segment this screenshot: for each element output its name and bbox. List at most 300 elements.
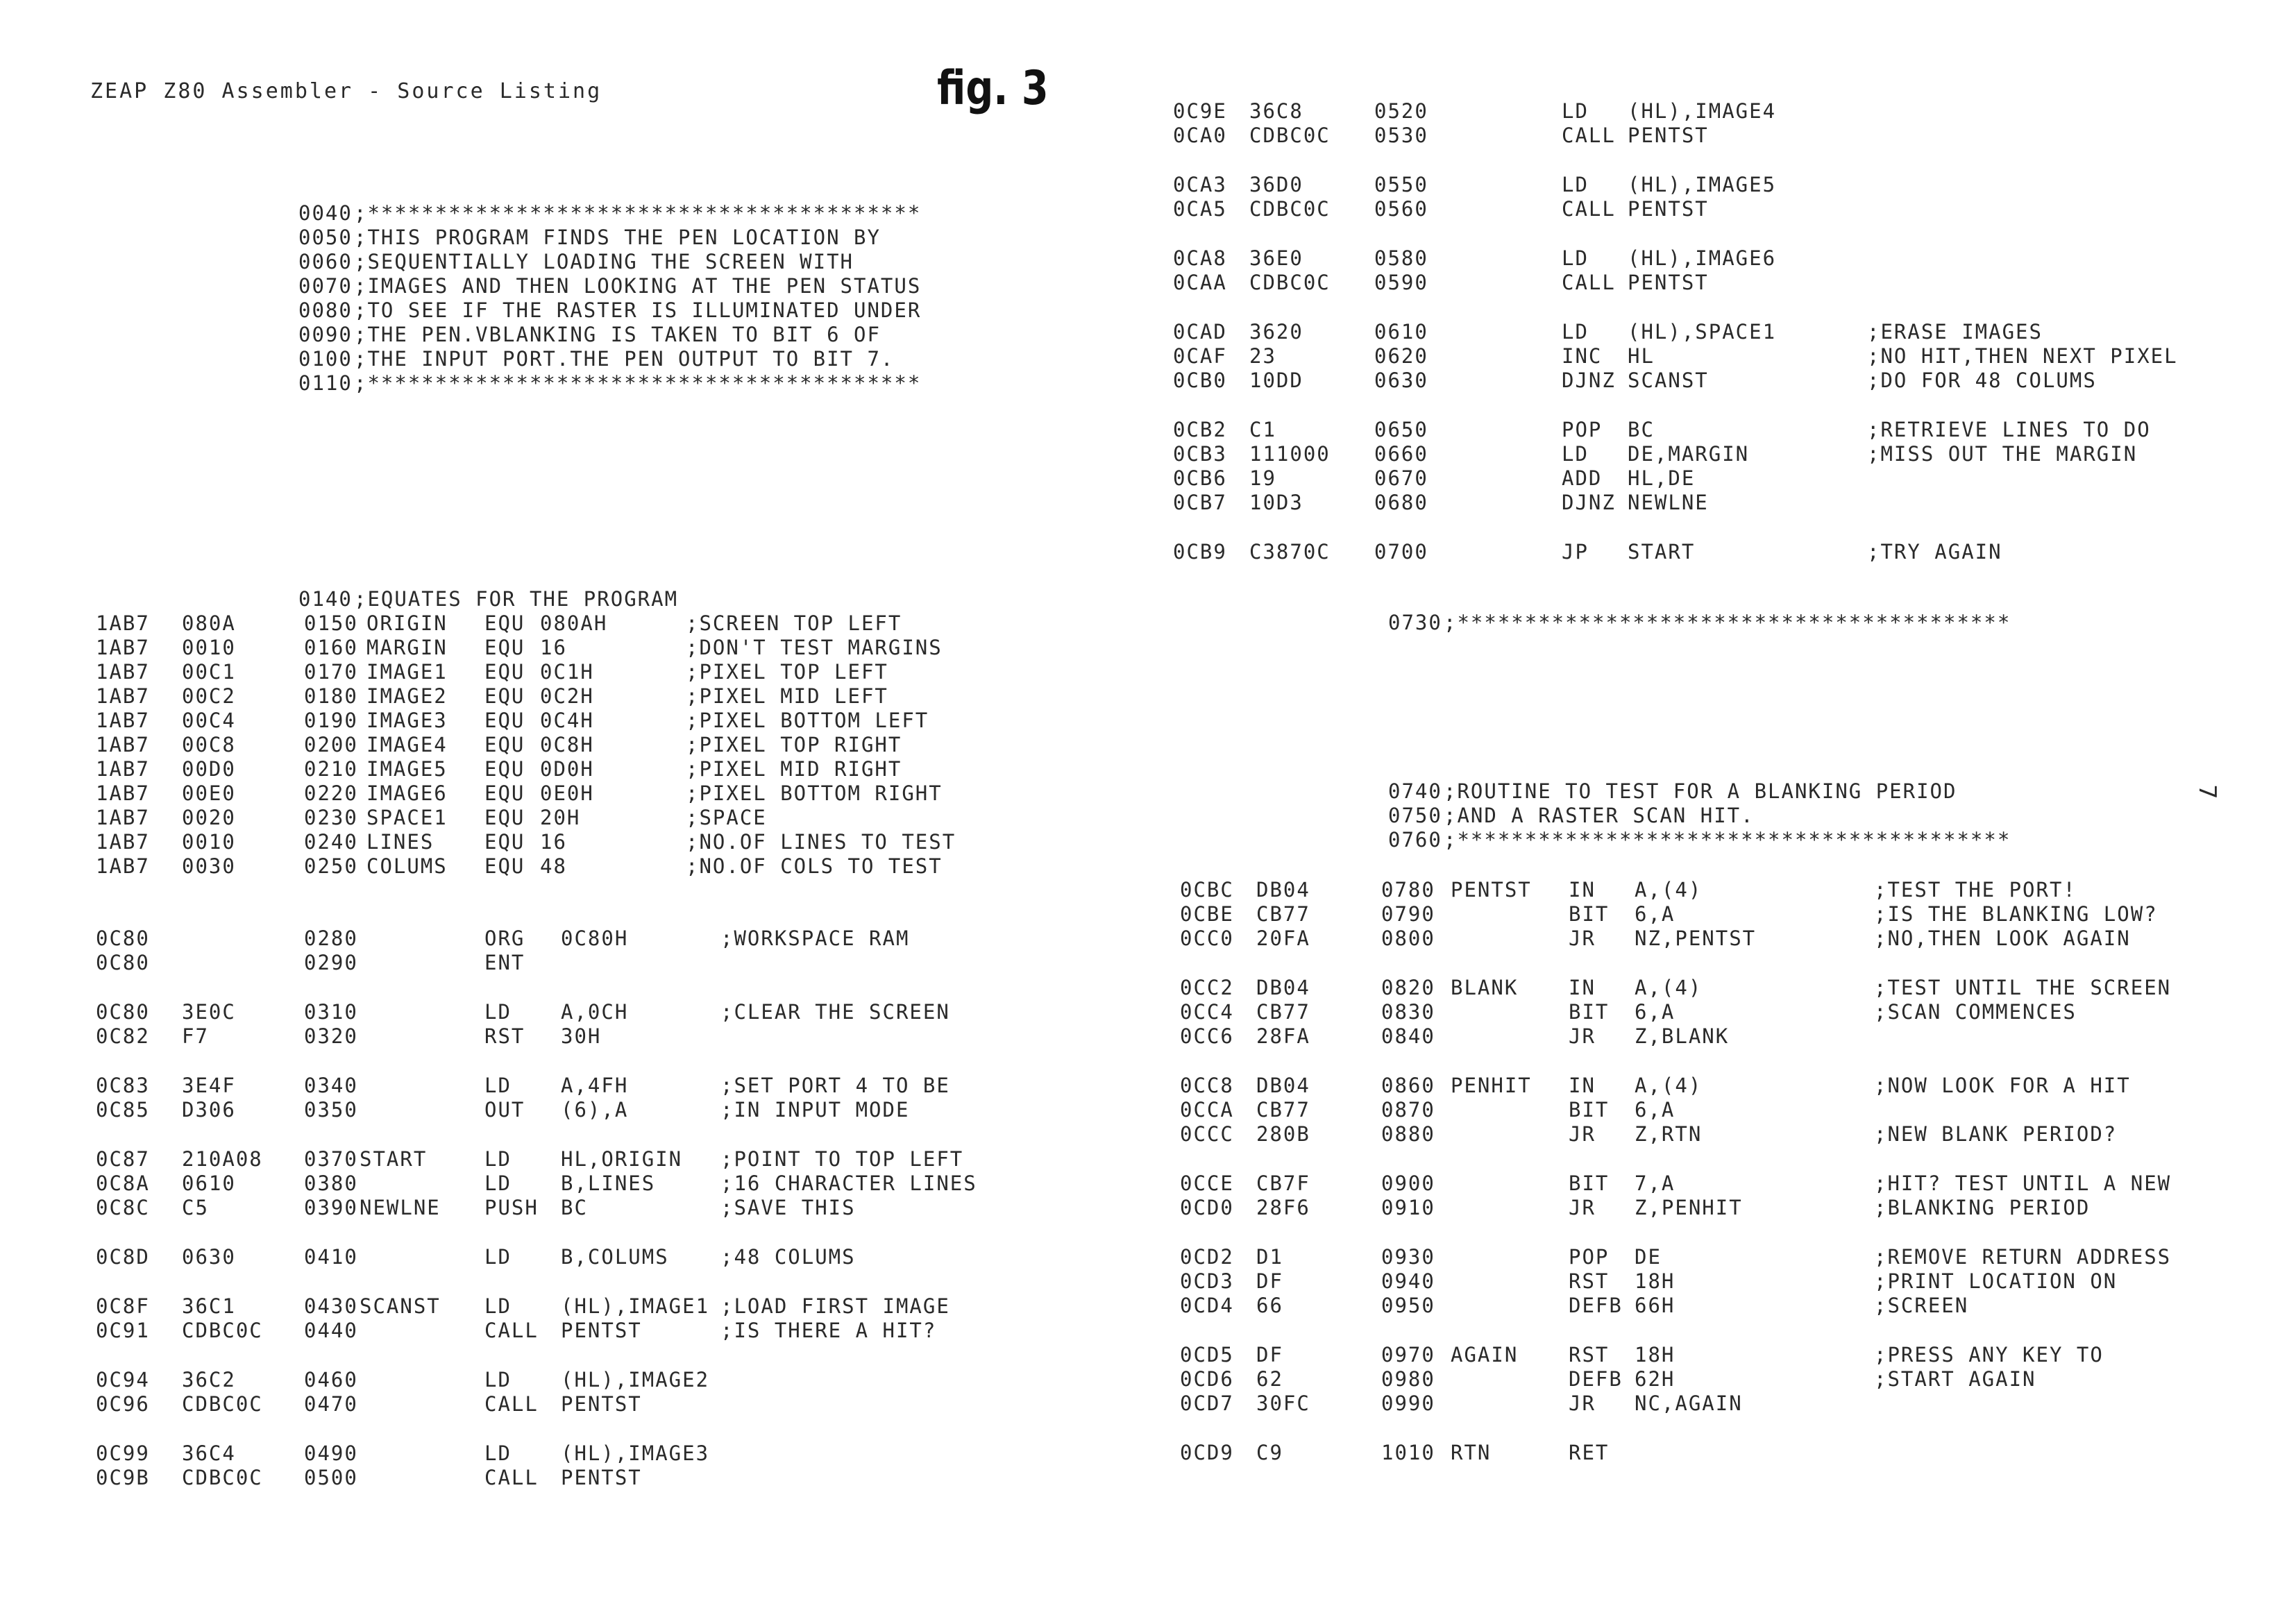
comment: ;SET PORT 4 TO BE [720, 1074, 950, 1097]
comment: ;SCREEN TOP LEFT [686, 611, 902, 635]
line-number: 0340 [304, 1074, 358, 1097]
mnemonic: JR [1569, 1024, 1596, 1048]
line-number: 0040 [298, 201, 353, 225]
comment: ;PIXEL BOTTOM LEFT [686, 709, 929, 732]
operand: NZ,PENTST [1635, 927, 1757, 950]
operand: (HL),IMAGE3 [561, 1441, 710, 1465]
address: 1AB7 [96, 660, 150, 684]
operand: (HL),SPACE1 [1628, 320, 1777, 344]
line-number: 0070 [298, 274, 353, 298]
line-number: 0970 [1381, 1343, 1435, 1367]
line-number: 0880 [1381, 1122, 1435, 1146]
object-code: 00C2 [182, 684, 236, 708]
object-code: C3870C [1249, 540, 1331, 564]
mnemonic: EQU [484, 806, 525, 829]
object-code: CDBC0C [182, 1392, 263, 1416]
mnemonic: JR [1569, 1196, 1596, 1219]
line-number: 0910 [1381, 1196, 1435, 1219]
object-code: 23 [1249, 344, 1276, 368]
label: PENTST [1451, 878, 1532, 902]
mnemonic: JR [1569, 927, 1596, 950]
object-code: 3E4F [182, 1074, 236, 1097]
address: 0CD3 [1180, 1269, 1234, 1293]
label: SCANST [360, 1294, 441, 1318]
object-code: 111000 [1249, 442, 1331, 466]
operand: 0C2H [540, 684, 594, 708]
address: 0C96 [96, 1392, 150, 1416]
comment: ;NO HIT,THEN NEXT PIXEL [1867, 344, 2178, 368]
operand: 0C8H [540, 733, 594, 756]
address: 0CC2 [1180, 976, 1234, 999]
object-code: CB77 [1256, 1000, 1310, 1024]
object-code: 0010 [182, 830, 236, 854]
line-number: 0630 [1374, 369, 1428, 392]
line-number: 0490 [304, 1441, 358, 1465]
operand: A,0CH [561, 1000, 629, 1024]
mnemonic: CALL [1562, 197, 1616, 221]
label: BLANK [1451, 976, 1519, 999]
object-code: 0630 [182, 1245, 236, 1269]
object-code: 210A08 [182, 1147, 263, 1171]
address: 1AB7 [96, 854, 150, 878]
operand: 0E0H [540, 781, 594, 805]
address: 0C87 [96, 1147, 150, 1171]
address: 0C82 [96, 1024, 150, 1048]
address: 0C85 [96, 1098, 150, 1122]
comment: ;PRINT LOCATION ON [1874, 1269, 2118, 1293]
object-code: 00C8 [182, 733, 236, 756]
object-code: F7 [182, 1024, 209, 1048]
mnemonic: EQU [484, 757, 525, 781]
comment: ;PIXEL TOP RIGHT [686, 733, 902, 756]
comment: ;***************************************** [354, 201, 922, 225]
operand: 0C4H [540, 709, 594, 732]
object-code: 36C2 [182, 1368, 236, 1392]
mnemonic: BIT [1569, 1098, 1610, 1122]
mnemonic: DEFB [1569, 1367, 1623, 1391]
mnemonic: LD [484, 1368, 512, 1392]
operand: A,4FH [561, 1074, 629, 1097]
line-number: 0940 [1381, 1269, 1435, 1293]
mnemonic: EQU [484, 781, 525, 805]
line-number: 1010 [1381, 1441, 1435, 1464]
mnemonic: CALL [1562, 271, 1616, 294]
comment: ;TEST UNTIL THE SCREEN [1874, 976, 2172, 999]
line-number: 0870 [1381, 1098, 1435, 1122]
object-code: DF [1256, 1269, 1283, 1293]
line-number: 0060 [298, 250, 353, 273]
address: 1AB7 [96, 611, 150, 635]
address: 0C8D [96, 1245, 150, 1269]
mnemonic: JP [1562, 540, 1589, 564]
address: 0CAD [1173, 320, 1227, 344]
operand: HL,DE [1628, 466, 1696, 490]
object-code: 19 [1249, 466, 1276, 490]
mnemonic: LD [1562, 320, 1589, 344]
page-number: 7 [2193, 784, 2221, 800]
mnemonic: LD [484, 1074, 512, 1097]
line-number: 0380 [304, 1172, 358, 1195]
mnemonic: RST [1569, 1343, 1610, 1367]
address: 0CA5 [1173, 197, 1227, 221]
object-code: CDBC0C [182, 1319, 263, 1342]
address: 0CD7 [1180, 1392, 1234, 1415]
address: 0CC8 [1180, 1074, 1234, 1097]
object-code: 28F6 [1256, 1196, 1310, 1219]
operand: (HL),IMAGE1 [561, 1294, 710, 1318]
operand: (HL),IMAGE4 [1628, 99, 1777, 123]
line-number: 0090 [298, 323, 353, 346]
operand: PENTST [1628, 197, 1709, 221]
line-number: 0290 [304, 951, 358, 974]
comment: ;NO,THEN LOOK AGAIN [1874, 927, 2131, 950]
comment: ;IMAGES AND THEN LOOKING AT THE PEN STATUS [354, 274, 922, 298]
line-number: 0830 [1381, 1000, 1435, 1024]
comment: ;EQUATES FOR THE PROGRAM [354, 587, 679, 611]
mnemonic: LD [484, 1245, 512, 1269]
comment: ;SAVE THIS [720, 1196, 856, 1219]
comment: ;SCAN COMMENCES [1874, 1000, 2077, 1024]
mnemonic: LD [484, 1172, 512, 1195]
mnemonic: CALL [484, 1392, 539, 1416]
comment: ;PIXEL MID LEFT [686, 684, 888, 708]
operand: START [1628, 540, 1696, 564]
line-number: 0930 [1381, 1245, 1435, 1269]
comment: ;TO SEE IF THE RASTER IS ILLUMINATED UNDER [354, 298, 922, 322]
operand: BC [1628, 418, 1655, 441]
label: AGAIN [1451, 1343, 1519, 1367]
mnemonic: IN [1569, 878, 1596, 902]
mnemonic: EQU [484, 636, 525, 659]
line-number: 0530 [1374, 124, 1428, 147]
comment: ;ROUTINE TO TEST FOR A BLANKING PERIOD [1444, 779, 1957, 803]
mnemonic: OUT [484, 1098, 525, 1122]
operand: 0C1H [540, 660, 594, 684]
operand: SCANST [1628, 369, 1709, 392]
line-number: 0820 [1381, 976, 1435, 999]
operand: 080AH [540, 611, 608, 635]
object-code: 28FA [1256, 1024, 1310, 1048]
operand: PENTST [561, 1392, 642, 1416]
address: 0C8C [96, 1196, 150, 1219]
comment: ;START AGAIN [1874, 1367, 2036, 1391]
object-code: CDBC0C [1249, 197, 1331, 221]
line-number: 0160 [304, 636, 358, 659]
comment: ;***************************************** [354, 371, 922, 395]
object-code: CDBC0C [1249, 124, 1331, 147]
line-number: 0550 [1374, 173, 1428, 196]
label: LINES [366, 830, 434, 854]
mnemonic: IN [1569, 1074, 1596, 1097]
line-number: 0230 [304, 806, 358, 829]
object-code: 080A [182, 611, 236, 635]
object-code: 30FC [1256, 1392, 1310, 1415]
address: 0CAA [1173, 271, 1227, 294]
label: MARGIN [366, 636, 448, 659]
address: 0C80 [96, 951, 150, 974]
operand: PENTST [1628, 124, 1709, 147]
address: 0CB3 [1173, 442, 1227, 466]
comment: ;WORKSPACE RAM [720, 927, 910, 950]
address: 0CB6 [1173, 466, 1227, 490]
line-number: 0670 [1374, 466, 1428, 490]
mnemonic: EQU [484, 611, 525, 635]
address: 1AB7 [96, 636, 150, 659]
address: 0C80 [96, 927, 150, 950]
label: RTN [1451, 1441, 1492, 1464]
comment: ;NO.OF LINES TO TEST [686, 830, 956, 854]
mnemonic: EQU [484, 709, 525, 732]
line-number: 0110 [298, 371, 353, 395]
address: 0CCC [1180, 1122, 1234, 1146]
object-code: C9 [1256, 1441, 1283, 1464]
line-number: 0790 [1381, 902, 1435, 926]
mnemonic: INC [1562, 344, 1603, 368]
comment: ;NO.OF COLS TO TEST [686, 854, 943, 878]
address: 0C9B [96, 1466, 150, 1489]
operand: HL [1628, 344, 1655, 368]
address: 0CAF [1173, 344, 1227, 368]
mnemonic: LD [1562, 173, 1589, 196]
operand: Z,RTN [1635, 1122, 1703, 1146]
operand: 62H [1635, 1367, 1675, 1391]
label: IMAGE2 [366, 684, 448, 708]
comment: ;PIXEL TOP LEFT [686, 660, 888, 684]
object-code: C1 [1249, 418, 1276, 441]
mnemonic: DJNZ [1562, 491, 1616, 514]
address: 0CD2 [1180, 1245, 1234, 1269]
mnemonic: RET [1569, 1441, 1610, 1464]
line-number: 0860 [1381, 1074, 1435, 1097]
mnemonic: DJNZ [1562, 369, 1616, 392]
line-number: 0370 [304, 1147, 358, 1171]
address: 1AB7 [96, 830, 150, 854]
mnemonic: IN [1569, 976, 1596, 999]
operand: B,COLUMS [561, 1245, 669, 1269]
label: IMAGE3 [366, 709, 448, 732]
mnemonic: LD [1562, 442, 1589, 466]
comment: ;MISS OUT THE MARGIN [1867, 442, 2138, 466]
address: 1AB7 [96, 709, 150, 732]
mnemonic: BIT [1569, 902, 1610, 926]
operand: 18H [1635, 1269, 1675, 1293]
line-number: 0980 [1381, 1367, 1435, 1391]
line-number: 0950 [1381, 1294, 1435, 1317]
mnemonic: EQU [484, 830, 525, 854]
operand: (HL),IMAGE6 [1628, 246, 1777, 270]
comment: ;AND A RASTER SCAN HIT. [1444, 804, 1755, 827]
address: 0CA3 [1173, 173, 1227, 196]
line-number: 0150 [304, 611, 358, 635]
line-number: 0680 [1374, 491, 1428, 514]
comment: ;NEW BLANK PERIOD? [1874, 1122, 2118, 1146]
address: 1AB7 [96, 733, 150, 756]
mnemonic: EQU [484, 684, 525, 708]
line-number: 0590 [1374, 271, 1428, 294]
address: 0C83 [96, 1074, 150, 1097]
mnemonic: DEFB [1569, 1294, 1623, 1317]
mnemonic: CALL [484, 1466, 539, 1489]
operand: PENTST [1628, 271, 1709, 294]
line-number: 0220 [304, 781, 358, 805]
operand: 16 [540, 636, 567, 659]
operand: 30H [561, 1024, 602, 1048]
operand: 66H [1635, 1294, 1675, 1317]
comment: ;RETRIEVE LINES TO DO [1867, 418, 2151, 441]
object-code: D1 [1256, 1245, 1283, 1269]
line-number: 0990 [1381, 1392, 1435, 1415]
line-number: 0200 [304, 733, 358, 756]
mnemonic: LD [1562, 246, 1589, 270]
comment: ;PRESS ANY KEY TO [1874, 1343, 2104, 1367]
line-number: 0460 [304, 1368, 358, 1392]
address: 0CC0 [1180, 927, 1234, 950]
mnemonic: ADD [1562, 466, 1603, 490]
object-code: 36C4 [182, 1441, 236, 1465]
object-code: CDBC0C [1249, 271, 1331, 294]
object-code: 00D0 [182, 757, 236, 781]
operand: A,(4) [1635, 878, 1703, 902]
mnemonic: JR [1569, 1392, 1596, 1415]
line-number: 0180 [304, 684, 358, 708]
label: IMAGE1 [366, 660, 448, 684]
address: 0CA8 [1173, 246, 1227, 270]
line-number: 0430 [304, 1294, 358, 1318]
line-number: 0780 [1381, 878, 1435, 902]
address: 0C9E [1173, 99, 1227, 123]
comment: ;SPACE [686, 806, 767, 829]
operand: 6,A [1635, 1000, 1675, 1024]
comment: ;IS THERE A HIT? [720, 1319, 937, 1342]
address: 0CD6 [1180, 1367, 1234, 1391]
object-code: 00C1 [182, 660, 236, 684]
object-code: 00E0 [182, 781, 236, 805]
line-number: 0650 [1374, 418, 1428, 441]
mnemonic: RST [484, 1024, 525, 1048]
line-number: 0050 [298, 226, 353, 249]
comment: ;IS THE BLANKING LOW? [1874, 902, 2158, 926]
mnemonic: LD [484, 1441, 512, 1465]
line-number: 0610 [1374, 320, 1428, 344]
label: IMAGE6 [366, 781, 448, 805]
address: 0CD0 [1180, 1196, 1234, 1219]
operand: 7,A [1635, 1172, 1675, 1195]
line-number: 0900 [1381, 1172, 1435, 1195]
mnemonic: BIT [1569, 1000, 1610, 1024]
address: 0CC4 [1180, 1000, 1234, 1024]
operand: DE,MARGIN [1628, 442, 1750, 466]
object-code: DB04 [1256, 878, 1310, 902]
line-number: 0310 [304, 1000, 358, 1024]
address: 0CBE [1180, 902, 1234, 926]
label: COLUMS [366, 854, 448, 878]
comment: ;48 COLUMS [720, 1245, 856, 1269]
address: 0C8A [96, 1172, 150, 1195]
line-number: 0750 [1388, 804, 1442, 827]
object-code: CB77 [1256, 1098, 1310, 1122]
address: 0CD4 [1180, 1294, 1234, 1317]
line-number: 0350 [304, 1098, 358, 1122]
mnemonic: PUSH [484, 1196, 539, 1219]
line-number: 0800 [1381, 927, 1435, 950]
address: 0C8F [96, 1294, 150, 1318]
operand: 0C80H [561, 927, 629, 950]
line-number: 0190 [304, 709, 358, 732]
mnemonic: EQU [484, 854, 525, 878]
object-code: DB04 [1256, 976, 1310, 999]
comment: ;BLANKING PERIOD [1874, 1196, 2091, 1219]
operand: NEWLNE [1628, 491, 1709, 514]
mnemonic: RST [1569, 1269, 1610, 1293]
mnemonic: CALL [1562, 124, 1616, 147]
object-code: CDBC0C [182, 1466, 263, 1489]
operand: PENTST [561, 1466, 642, 1489]
comment: ;DON'T TEST MARGINS [686, 636, 943, 659]
operand: NC,AGAIN [1635, 1392, 1743, 1415]
operand: (HL),IMAGE2 [561, 1368, 710, 1392]
comment: ;POINT TO TOP LEFT [720, 1147, 964, 1171]
comment: ;SCREEN [1874, 1294, 1969, 1317]
address: 0CC6 [1180, 1024, 1234, 1048]
comment: ;SEQUENTIALLY LOADING THE SCREEN WITH [354, 250, 854, 273]
mnemonic: LD [484, 1294, 512, 1318]
line-number: 0240 [304, 830, 358, 854]
operand: PENTST [561, 1319, 642, 1342]
figure-label: fig. 3 [937, 61, 1049, 116]
comment: ;LOAD FIRST IMAGE [720, 1294, 950, 1318]
label: PENHIT [1451, 1074, 1532, 1097]
mnemonic: CALL [484, 1319, 539, 1342]
object-code: 66 [1256, 1294, 1283, 1317]
address: 1AB7 [96, 684, 150, 708]
line-number: 0740 [1388, 779, 1442, 803]
address: 0CD9 [1180, 1441, 1234, 1464]
line-number: 0730 [1388, 611, 1442, 634]
address: 1AB7 [96, 806, 150, 829]
object-code: 3E0C [182, 1000, 236, 1024]
comment: ;TRY AGAIN [1867, 540, 2002, 564]
mnemonic: LD [1562, 99, 1589, 123]
mnemonic: EQU [484, 733, 525, 756]
mnemonic: LD [484, 1000, 512, 1024]
comment: ;HIT? TEST UNTIL A NEW [1874, 1172, 2172, 1195]
operand: Z,PENHIT [1635, 1196, 1743, 1219]
operand: Z,BLANK [1635, 1024, 1730, 1048]
operand: DE [1635, 1245, 1662, 1269]
line-number: 0470 [304, 1392, 358, 1416]
object-code: D306 [182, 1098, 236, 1122]
object-code: 62 [1256, 1367, 1283, 1391]
comment: ;***************************************** [1444, 828, 2011, 852]
operand: A,(4) [1635, 1074, 1703, 1097]
comment: ;***************************************** [1444, 611, 2011, 634]
operand: 6,A [1635, 1098, 1675, 1122]
address: 0CB0 [1173, 369, 1227, 392]
address: 1AB7 [96, 781, 150, 805]
line-number: 0390 [304, 1196, 358, 1219]
line-number: 0280 [304, 927, 358, 950]
operand: 48 [540, 854, 567, 878]
operand: B,LINES [561, 1172, 656, 1195]
object-code: 280B [1256, 1122, 1310, 1146]
comment: ;CLEAR THE SCREEN [720, 1000, 950, 1024]
comment: ;IN INPUT MODE [720, 1098, 910, 1122]
object-code: 0610 [182, 1172, 236, 1195]
operand: BC [561, 1196, 588, 1219]
line-number: 0410 [304, 1245, 358, 1269]
comment: ;TEST THE PORT! [1874, 878, 2077, 902]
address: 0C80 [96, 1000, 150, 1024]
